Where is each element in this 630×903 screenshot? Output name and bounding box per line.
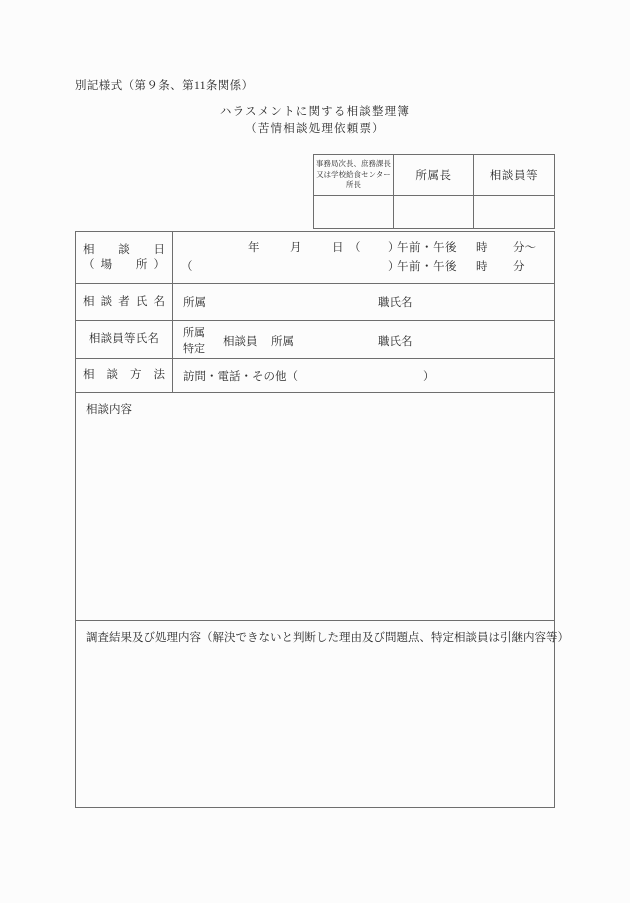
consultation-method-close-paren: ）	[423, 371, 435, 383]
row-value-consultation-date[interactable]	[173, 232, 554, 283]
date-minute-label-start: 分〜	[513, 242, 536, 254]
consultation-content-area[interactable]	[76, 393, 554, 620]
approval-header-row	[314, 155, 554, 196]
date-end-paren-close: ）	[388, 261, 400, 273]
row-label-consultation-date	[76, 232, 173, 283]
form-number: 別記様式（第９条、第11条関係）	[75, 80, 254, 92]
consultation-form-table	[75, 231, 569, 808]
approval-signature-row	[314, 196, 554, 228]
consulter-affiliation-label: 所属	[183, 297, 206, 309]
approval-stamp-field-counselor[interactable]	[474, 196, 554, 228]
table-row-consulter-name	[76, 284, 554, 321]
date-month-label: 月	[290, 242, 302, 254]
row-value-counselor-name[interactable]	[173, 321, 554, 358]
row-label-consultation-method-text: 相談方法	[83, 369, 165, 381]
date-weekday-paren-close: ）	[388, 242, 400, 254]
table-row-counselor-name	[76, 321, 554, 359]
approval-stamp-box	[313, 154, 555, 229]
row-label-counselor-name	[76, 321, 173, 358]
date-ampm-choice-start[interactable]: 午前・午後	[397, 242, 457, 254]
consultation-method-options[interactable]: 訪問・電話・その他（	[183, 371, 298, 383]
row-label-consultation-date-line2: （場 所）	[83, 258, 165, 271]
row-label-counselor-name-text: 相談員等氏名	[88, 333, 160, 345]
row-label-consulter-name-text: 相談者氏名	[83, 295, 165, 308]
row-label-consultation-date-line1: 相談日	[83, 243, 165, 256]
table-row-consultation-date	[76, 232, 554, 284]
approval-header-cell-section-chief	[394, 155, 474, 195]
counselor-affiliation2-label: 所属	[271, 336, 294, 348]
approval-header-cell-counselor	[474, 155, 554, 195]
counselor-affiliation-label: 所属	[183, 327, 205, 339]
document-title	[75, 104, 555, 138]
row-label-consulter-name	[76, 284, 173, 320]
table-row-consultation-method	[76, 359, 554, 393]
date-year-label: 年	[248, 242, 260, 254]
row-label-consultation-method	[76, 359, 173, 392]
investigation-result-area[interactable]	[76, 621, 569, 807]
date-ampm-choice-end[interactable]: 午前・午後	[397, 261, 457, 273]
approval-header-label-deputy-director: 事務局次長、庶務課長又は学校給食センター所長	[316, 159, 391, 190]
date-minute-label-end: 分	[513, 261, 525, 273]
row-value-consultation-method[interactable]	[173, 359, 554, 392]
date-hour-label-end: 時	[476, 261, 488, 273]
approval-header-label-section-chief: 所属長	[415, 170, 452, 183]
approval-stamp-field-deputy-director[interactable]	[314, 196, 394, 228]
place-paren-open: （	[181, 261, 193, 273]
counselor-role-label: 相談員	[223, 336, 258, 348]
document-title-line2: （苦情相談処理依頼票）	[245, 123, 385, 135]
date-day-label: 日	[332, 242, 344, 254]
row-value-consulter-name[interactable]	[173, 284, 554, 320]
table-row-consultation-content[interactable]	[76, 393, 554, 621]
consultation-content-heading: 相談内容	[86, 404, 132, 416]
consulter-name-label: 職氏名	[378, 297, 413, 309]
counselor-name-label: 職氏名	[378, 336, 413, 348]
counselor-specified-label: 特定	[183, 343, 205, 355]
document-title-line1: ハラスメントに関する相談整理簿	[219, 106, 411, 118]
approval-header-label-counselor: 相談員等	[489, 170, 539, 183]
approval-header-cell-deputy-director	[314, 155, 394, 195]
date-weekday-paren-open: （	[349, 242, 361, 254]
approval-stamp-field-section-chief[interactable]	[394, 196, 474, 228]
date-hour-label-start: 時	[476, 242, 488, 254]
investigation-result-heading: 調査結果及び処理内容（解決できないと判断した理由及び問題点、特定相談員は引継内容等）	[86, 632, 569, 644]
table-row-investigation-result[interactable]	[76, 621, 569, 807]
